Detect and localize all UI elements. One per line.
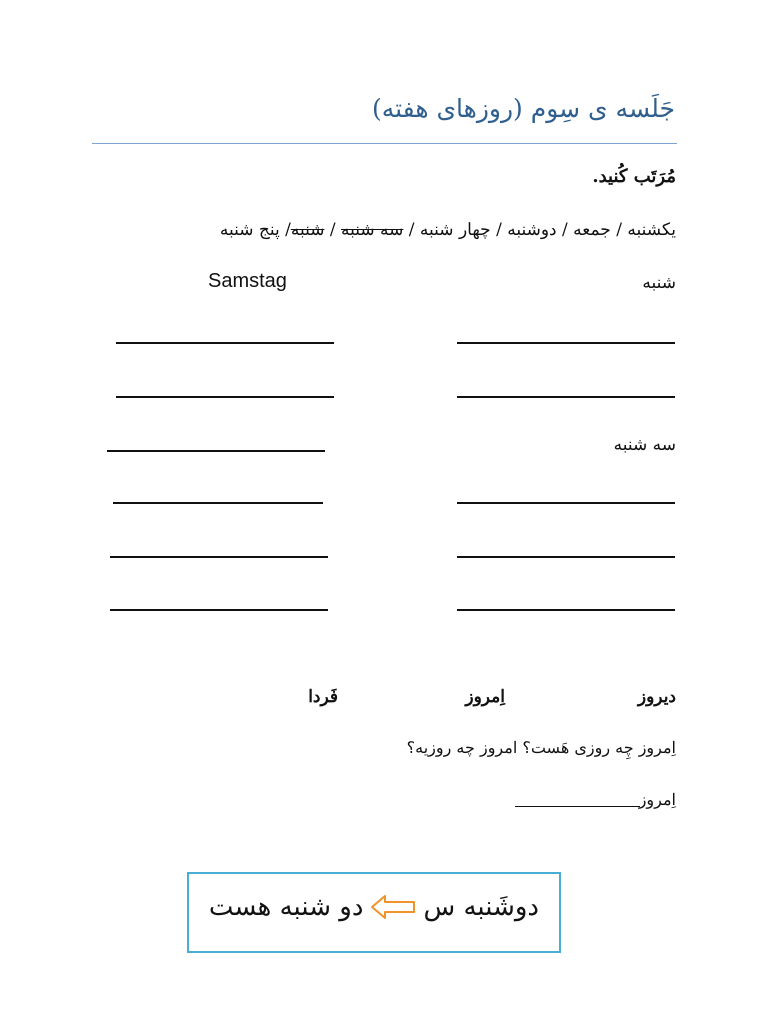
answer-blank-left[interactable]	[107, 450, 325, 452]
example-formal: دو شنبه هست	[208, 892, 364, 922]
instruction-heading: مُرَتَب کُنید.	[592, 166, 676, 187]
struck-word: شنبه	[290, 220, 325, 240]
title-underline	[92, 143, 677, 144]
word-tomorrow: فَردا	[308, 687, 338, 707]
today-label: اِمروز	[638, 790, 676, 809]
word-today: اِمروز	[465, 687, 505, 707]
answer-blank-left[interactable]	[110, 556, 328, 558]
answer-blank-right[interactable]	[457, 342, 675, 344]
answer-blank-right[interactable]	[457, 502, 675, 504]
word-list-part: / پنج شنبه	[219, 220, 291, 240]
row1-persian-word: شنبه	[642, 273, 676, 293]
word-list-part: یکشنبه / جمعه / دوشنبه / چهار شنبه /	[403, 220, 676, 240]
example-box	[187, 872, 561, 953]
example-colloquial: دوشَنبه س	[423, 892, 539, 922]
struck-word: سه شنبه	[341, 220, 404, 240]
example-sentence	[209, 892, 539, 922]
answer-blank-left[interactable]	[110, 609, 328, 611]
answer-blank-right[interactable]	[457, 609, 675, 611]
word-list-separator: /	[324, 220, 341, 240]
answer-blank-right[interactable]	[457, 556, 675, 558]
word-yesterday: دیروز	[637, 687, 676, 707]
page-title: جَلَسه ی سِوم (روزهای هفته)	[371, 94, 675, 123]
answer-blank-left[interactable]	[116, 342, 334, 344]
answer-blank-left[interactable]	[116, 396, 334, 398]
arrow-left-icon	[371, 895, 415, 919]
weekday-word-list	[220, 220, 676, 240]
today-answer-blank[interactable]	[515, 806, 640, 807]
row1-german-word: Samstag	[208, 270, 287, 292]
answer-blank-left[interactable]	[113, 502, 323, 504]
answer-blank-right[interactable]	[457, 396, 675, 398]
question-text: اِمروز چِه روزی هَست؟ امروز چه روزیه؟	[406, 738, 676, 757]
row4-persian-word: سه شنبه	[613, 435, 676, 455]
